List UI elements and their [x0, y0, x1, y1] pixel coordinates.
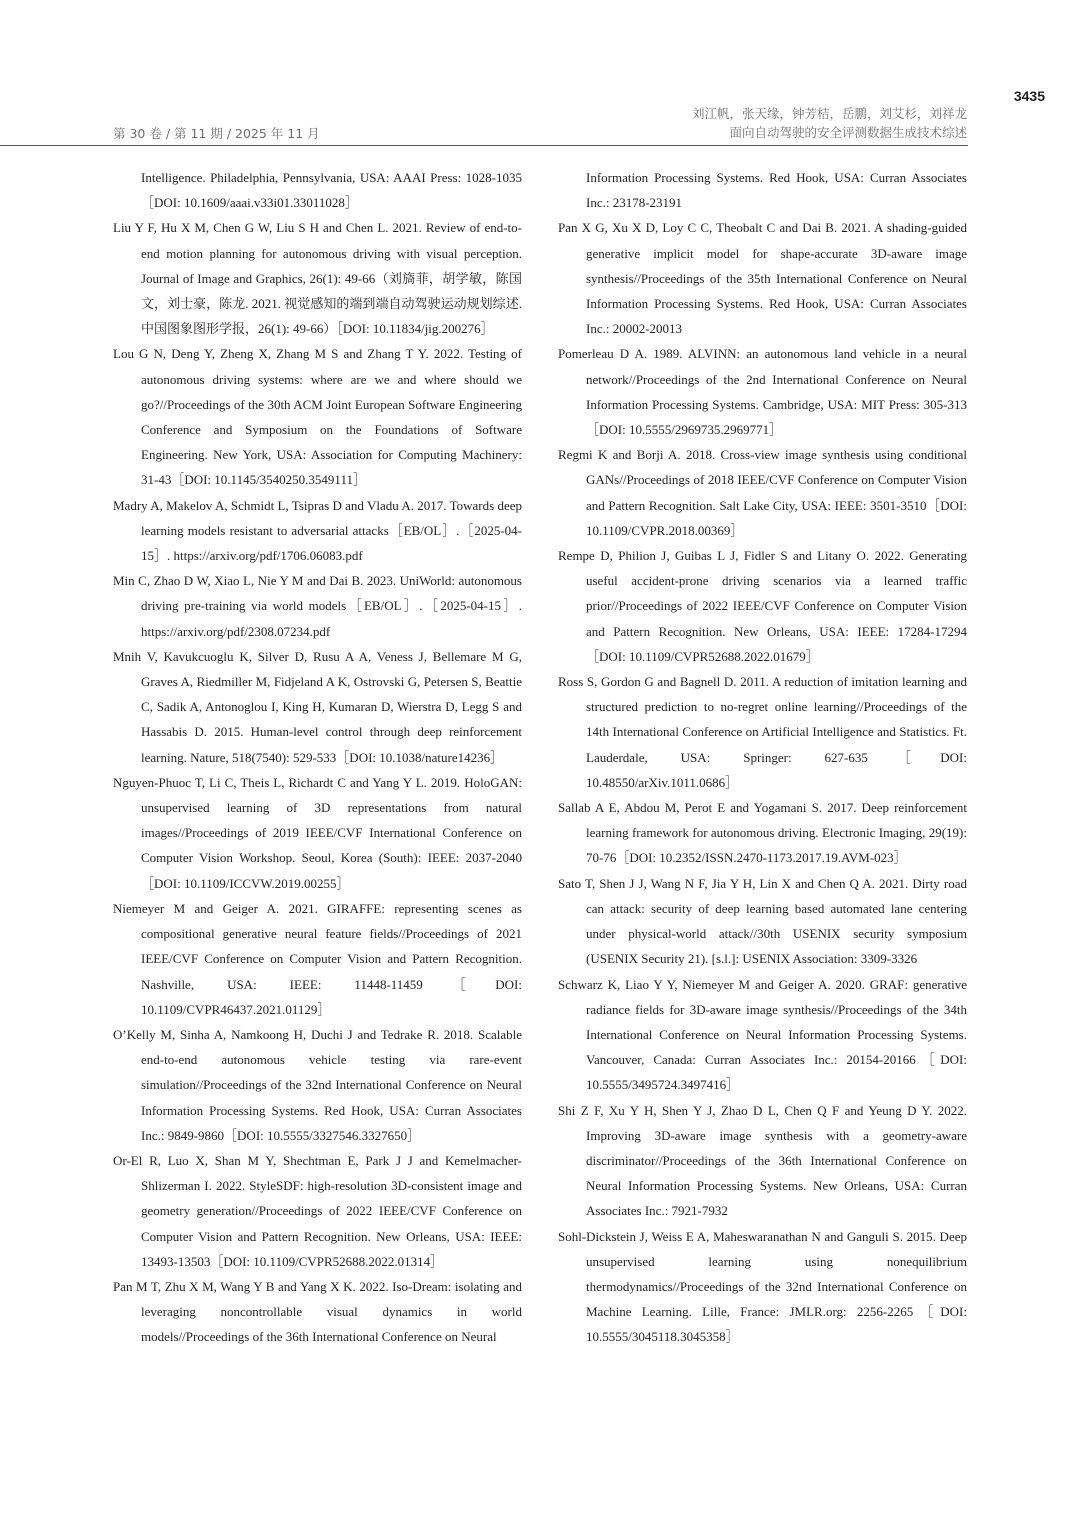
reference-entry: Rempe D, Philion J, Guibas L J, Fidler S and Litany O. 2022. Generating useful accident-prone driving scenarios via a learned traffic prior//Proceedings of 2022 IEEE/CVF Conference on Computer Vision and Pattern Recognition. New Orleans, USA: IEEE: 17284-17294［DOI: 10.1109/CVPR52688.2022.01679］ [558, 548, 967, 664]
reference-entry: Pomerleau D A. 1989. ALVINN: an autonomous land vehicle in a neural network//Proceedings of the 2nd International Conference on Neural Information Processing Systems. Cambridge, USA: MIT Press: 305-313［DOI: 10.5555/2969735.2969771］ [558, 346, 967, 438]
reference-entry: Liu Y F, Hu X M, Chen G W, Liu S H and Chen L. 2021. Review of end-to-end motion planning for autonomous driving with visual perception. Journal of Image and Graphics, 26(1): 49-66（刘旖菲，胡学敏，陈国文，刘士豪，陈龙. 2021. 视觉感知的端到端自动驾驶运动规划综述. 中国图象图形学报，26(1): 49-66）［DOI: 10.11834/jig.200276］ [113, 220, 522, 337]
reference-entry: Schwarz K, Liao Y Y, Niemeyer M and Geiger A. 2020. GRAF: generative radiance fields for 3D-aware image synthesis//Proceedings of the 34th International Conference on Neural Information Processing Systems. Vancouver, Canada: Curran Associates Inc.: 20154-20166［DOI: 10.5555/3495724.3497416］ [558, 976, 967, 1093]
running-header [692, 104, 967, 142]
header-rule [0, 145, 968, 146]
journal-issue: 第 30 卷 / 第 11 期 / 2025 年 11 月 [113, 126, 320, 141]
reference-entry: Regmi K and Borji A. 2018. Cross-view image synthesis using conditional GANs//Proceedings of 2018 IEEE/CVF Conference on Computer Vision and Pattern Recognition. Salt Lake City, USA: IEEE: 3501-3510［DOI: 10.1109/CVPR.2018.00369］ [558, 447, 967, 538]
page-number: 3435 [1013, 88, 1045, 104]
reference-entry: Intelligence. Philadelphia, Pennsylvania, USA: AAAI Press: 1028-1035［DOI: 10.1609/aaai.v33i01.33011028］ [141, 170, 522, 211]
reference-entry: Pan M T, Zhu X M, Wang Y B and Yang X K. 2022. Iso-Dream: isolating and leveraging noncontrollable visual dynamics in world models//Proceedings of the 36th International Conference on Neural [113, 1278, 522, 1345]
reference-entry: Lou G N, Deng Y, Zheng X, Zhang M S and Zhang T Y. 2022. Testing of autonomous driving systems: where are we and where should we go?//Proceedings of the 30th ACM Joint European Software Engineering Conference and Symposium on the Foundations of Software Engineering. New York, USA: Association for Computing Machinery: 31-43［DOI: 10.1145/3540250.3549111］ [113, 346, 522, 488]
reference-entry: Pan X G, Xu X D, Loy C C, Theobalt C and Dai B. 2021. A shading-guided generative implicit model for shape-accurate 3D-aware image synthesis//Proceedings of the 35th International Conference on Neural Information Processing Systems. Red Hook, USA: Curran Associates Inc.: 20002-20013 [558, 220, 967, 337]
reference-entry: Or-El R, Luo X, Shan M Y, Shechtman E, Park J J and Kemelmacher-Shlizerman I. 2022. StyleSDF: high-resolution 3D-consistent image and geometry generation//Proceedings of 2022 IEEE/CVF Conference on Computer Vision and Pattern Recognition. New Orleans, USA: IEEE: 13493-13503［DOI: 10.1109/CVPR52688.2022.01314］ [113, 1152, 522, 1269]
reference-entry: Mnih V, Kavukcuoglu K, Silver D, Rusu A A, Veness J, Bellemare M G, Graves A, Riedmiller M, Fidjeland A K, Ostrovski G, Petersen S, Beattie C, Sadik A, Antonoglou I, King H, Kumaran D, Wierstra D, Legg S and Hassabis D. 2015. Human-level control through deep reinforcement learning. Nature, 518(7540): 529-533［DOI: 10.1038/nature14236］ [113, 648, 522, 765]
reference-entry: Sato T, Shen J J, Wang N F, Jia Y H, Lin X and Chen Q A. 2021. Dirty road can attack: security of deep learning based automated lane centering under physical-world attack//30th USENIX security symposium (USENIX Security 21). [s.l.]: USENIX Association: 3309-3326 [558, 875, 967, 967]
references-right-column [558, 165, 967, 1350]
reference-entry: Ross S, Gordon G and Bagnell D. 2011. A reduction of imitation learning and structured prediction to no-regret online learning//Proceedings of the 14th International Conference on Artificial Intelligence and Statistics. Ft. Lauderdale, USA: Springer: 627-635［DOI: 10.48550/arXiv.1011.0686］ [558, 674, 967, 790]
header-authors: 刘江帆，张天缘，钟芳桔，岳鹏，刘艾杉，刘祥龙 [691, 106, 967, 121]
reference-entry: Niemeyer M and Geiger A. 2021. GIRAFFE: representing scenes as compositional generative neural feature fields//Proceedings of 2021 IEEE/CVF Conference on Computer Vision and Pattern Recognition. Nashville, USA: IEEE: 11448-11459［DOI: 10.1109/CVPR46437.2021.01129］ [113, 900, 522, 1017]
reference-entry: Information Processing Systems. Red Hook, USA: Curran Associates Inc.: 23178-23191 [586, 170, 967, 211]
reference-entry: Shi Z F, Xu Y H, Shen Y J, Zhao D L, Chen Q F and Yeung D Y. 2022. Improving 3D-aware image synthesis with a geometry-aware discriminator//Proceedings of the 36th International Conference on Neural Information Processing Systems. New Orleans, USA: Curran Associates Inc.: 7921-7932 [558, 1102, 967, 1219]
references-left-column [113, 165, 522, 1350]
reference-entry: O’Kelly M, Sinha A, Namkoong H, Duchi J and Tedrake R. 2018. Scalable end-to-end autonomous vehicle testing via rare-event simulation//Proceedings of the 32nd International Conference on Neural Information Processing Systems. Red Hook, USA: Curran Associates Inc.: 9849-9860［DOI: 10.5555/3327546.3327650］ [113, 1026, 522, 1143]
header-title: 面向自动驾驶的安全评测数据生成技术综述 [729, 125, 967, 140]
reference-entry: Sohl-Dickstein J, Weiss E A, Maheswaranathan N and Ganguli S. 2015. Deep unsupervised learning using nonequilibrium thermodynamics//Proceedings of the 32nd International Conference on Machine Learning. Lille, France: JMLR.org: 2256-2265［DOI: 10.5555/3045118.3045358］ [558, 1228, 967, 1345]
reference-entry: Nguyen-Phuoc T, Li C, Theis L, Richardt C and Yang Y L. 2019. HoloGAN: unsupervised learning of 3D representations from natural images//Proceedings of 2019 IEEE/CVF International Conference on Computer Vision Workshop. Seoul, Korea (South): IEEE: 2037-2040［DOI: 10.1109/ICCVW.2019.00255］ [113, 774, 522, 891]
reference-entry: Min C, Zhao D W, Xiao L, Nie Y M and Dai B. 2023. UniWorld: autonomous driving pre-training via world models［EB/OL］.［2025-04-15］. https://arxiv.org/pdf/2308.07234.pdf [113, 573, 522, 639]
reference-entry: Madry A, Makelov A, Schmidt L, Tsipras D and Vladu A. 2017. Towards deep learning models resistant to adversarial attacks［EB/OL］.［2025-04-15］. https://arxiv.org/pdf/1706.06083.pdf [113, 497, 522, 564]
reference-entry: Sallab A E, Abdou M, Perot E and Yogamani S. 2017. Deep reinforcement learning framework for autonomous driving. Electronic Imaging, 29(19): 70-76［DOI: 10.2352/ISSN.2470-1173.2017.19.AVM-023］ [558, 800, 967, 866]
